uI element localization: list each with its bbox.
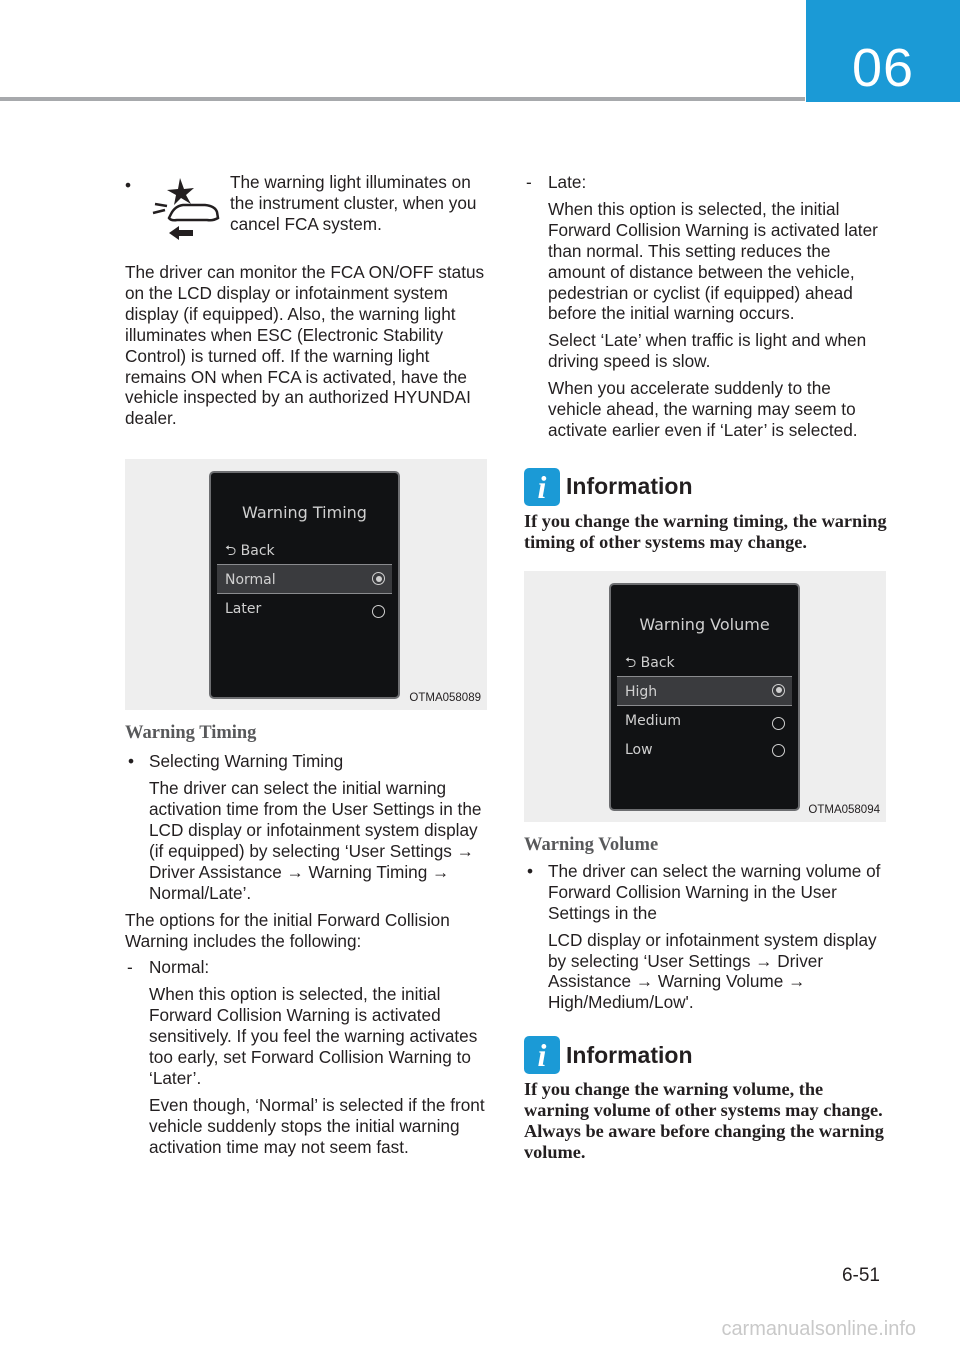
option-normal[interactable] [217,564,392,594]
normal-paragraph-2: Even though, ‘Normal’ is selected if the front vehicle suddenly stops the initial warning activation time may not seem fast. [149,1094,485,1157]
fca-off-warning-icon [147,176,223,240]
warning-volume-figure [524,571,886,822]
page-number: 6-51 [841,1265,880,1286]
chapter-tab [806,0,960,102]
screen-title: Warning Volume [639,614,770,634]
bullet-body: The driver can select the initial warning activation time from the User Settings in the LCD display or infotainment system display (if equipped) by selecting ‘User Settings → Driver Assistance → Warning Timing → Normal/Late’. [149,778,482,903]
warning-light-item [125,172,490,258]
figure-caption: Warning Volume [524,834,659,855]
option-high[interactable] [617,676,792,706]
option-later[interactable] [217,594,392,622]
header-rule [0,97,805,101]
radio-empty-icon [772,717,785,730]
late-paragraph-3: When you accelerate suddenly to the vehicle ahead, the warning may seem to activate earlier even if ‘Later’ is selected. [548,378,858,440]
information-body: If you change the warning timing, the warning timing of other systems may change. [524,510,887,552]
monitor-paragraph: The driver can monitor the FCA ON/OFF status on the LCD display or infotainment system display (if equipped). Also, the warning light illuminates when ESC (Electronic Stability Control) is turned off. If the warning light remains ON when FCA is activated, have the vehicle inspected by an authorized HYUNDAI dealer. [125,262,485,429]
watermark: carmanualsonline.info [721,1318,916,1340]
figure-caption: Warning Timing [125,723,257,744]
information-title: Information [566,473,693,500]
bullet-body-2: LCD display or infotainment system display by selecting ‘User Settings → Driver Assistance → Warning Volume → High/Medium/Low'. [548,929,877,1013]
info-icon: i [524,468,560,506]
screen-title: Warning Timing [242,503,367,523]
radio-empty-icon [372,605,385,618]
option-label: Low [625,741,653,758]
normal-paragraph-1: When this option is selected, the initial Forward Collision Warning is activated sensitively. If you feel the warning activates too early, set Forward Collision Warning to ‘Later’. [149,984,478,1088]
option-label: Normal [225,572,276,589]
information-body: If you change the warning volume, the warning volume of other systems may change. Always be aware before changing the warning volume. [524,1079,884,1163]
late-paragraph-1: When this option is selected, the initial Forward Collision Warning is activated later than normal. This setting reduces the amount of distance between the vehicle, pedestrian or cyclist (if equipped) ahead before the initial warning occurs. [548,198,878,324]
option-label: Later [225,601,262,618]
option-medium[interactable] [617,706,792,734]
late-option-label: - Late: [526,172,587,192]
info-icon: i [524,1036,560,1074]
figure-code: OTMA058094 [808,803,880,816]
bullet: • [125,175,132,195]
left-column [125,172,490,1158]
options-intro: The options for the initial Forward Collision Warning includes the following: [125,909,450,951]
chapter-number: 06 [851,38,915,98]
normal-option-label: - Normal: [127,957,210,978]
option-low[interactable] [617,735,792,763]
radio-selected-icon [372,572,385,585]
radio-selected-icon [772,684,785,697]
warning-timing-screen [209,471,400,699]
bullet-title: • Selecting Warning Timing [128,751,344,772]
warning-light-text: The warning light illuminates on the instrument cluster, when you cancel FCA system. [230,172,477,234]
warning-volume-screen [609,583,800,811]
late-paragraph-2: Select ‘Late’ when traffic is light and when driving speed is slow. [548,330,867,372]
option-label: Medium [625,712,681,729]
option-label: High [625,683,658,700]
back-button[interactable]: ⮌ Back [225,543,275,560]
warning-timing-figure [125,459,487,710]
information-title: Information [566,1041,693,1068]
figure-code: OTMA058089 [409,692,481,705]
back-button[interactable]: ⮌ Back [625,654,675,671]
bullet-body-1: • The driver can select the warning volume of Forward Collision Warning in the User Settings in the [527,860,881,923]
right-column [524,172,889,1163]
information-heading [524,1035,889,1075]
information-heading [524,467,889,507]
radio-empty-icon [772,744,785,757]
